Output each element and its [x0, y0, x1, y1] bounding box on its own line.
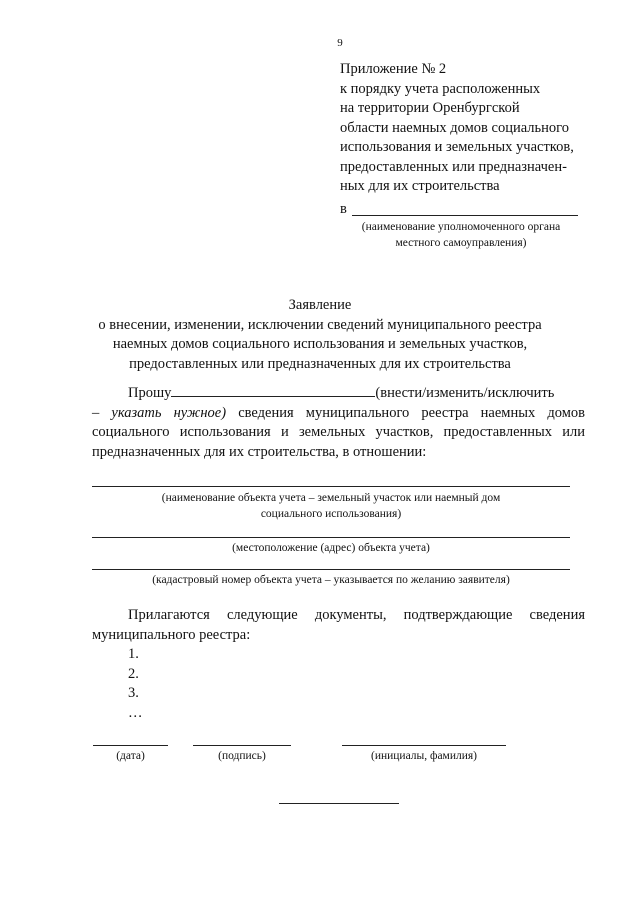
appendix-line: к порядку учета расположенных [340, 80, 541, 97]
full-name-caption: (инициалы, фамилия) [370, 750, 478, 762]
date-caption: (дата) [116, 750, 145, 762]
signature-line[interactable] [193, 745, 291, 746]
appendix-line: на территории Оренбургской [340, 100, 520, 116]
request-dash: – [92, 404, 100, 421]
attachments-intro [92, 606, 585, 645]
full-name-line[interactable] [342, 745, 506, 746]
list-item[interactable]: 2. [128, 665, 139, 682]
attachments-text: Прилагаются следующие документы, подтверждающие сведения муниципального реестра: [92, 607, 585, 643]
appendix-header [340, 60, 574, 197]
caption-line: местного самоуправления) [395, 237, 527, 249]
signature-caption: (подпись) [218, 750, 266, 762]
request-word: Прошу [128, 385, 172, 401]
footer-separator [279, 803, 399, 804]
appendix-line: Приложение № 2 [340, 61, 447, 77]
list-item[interactable]: 3. [128, 685, 139, 701]
list-item[interactable]: 1. [128, 646, 139, 662]
cadastral-number-line[interactable] [92, 569, 570, 570]
caption-line: социального использования) [260, 508, 402, 520]
list-item[interactable]: … [128, 704, 143, 721]
addressee-prefix: в [340, 201, 347, 217]
object-name-caption [92, 490, 570, 522]
page-number: 9 [337, 37, 343, 49]
appendix-line: области наемных домов социального [340, 119, 569, 136]
caption-line: (наименование уполномоченного органа [361, 221, 561, 233]
request-hint: указать нужное) [111, 404, 227, 421]
document-title [60, 296, 580, 374]
title-line: предоставленных или предназначенных для их строительства [129, 355, 511, 372]
caption-line: (кадастровый номер объекта учета – указывается по желанию заявителя) [152, 574, 510, 586]
caption-line: (наименование объекта учета – земельный участок или наемный дом [161, 492, 501, 504]
object-name-line[interactable] [92, 486, 570, 487]
title-line: о внесении, изменении, исключении сведений муниципального реестра [98, 316, 542, 333]
request-paragraph [92, 383, 585, 462]
cadastral-number-caption [92, 572, 570, 588]
request-blank-line[interactable] [171, 383, 375, 397]
date-line[interactable] [93, 745, 168, 746]
addressee-caption [330, 219, 592, 251]
title-line: наемных домов социального использования и земельных участков, [112, 336, 528, 352]
addressee-input-line[interactable] [352, 215, 578, 216]
request-rest: сведения муниципального реестра наемных домов социального использования и земельных участков, предоставленных или предназначенных для их строительства, в отношении: [92, 404, 585, 460]
caption-line: (местоположение (адрес) объекта учета) [232, 542, 430, 554]
title-line: Заявление [288, 297, 352, 313]
appendix-line: использования и земельных участков, [340, 139, 574, 155]
appendix-line: предоставленных или предназначен- [340, 158, 567, 175]
object-address-line[interactable] [92, 537, 570, 538]
request-options: (внести/изменить/исключить [375, 385, 555, 401]
attachments-list [128, 645, 143, 723]
appendix-line: ных для их строительства [340, 178, 500, 194]
object-address-caption [92, 540, 570, 556]
